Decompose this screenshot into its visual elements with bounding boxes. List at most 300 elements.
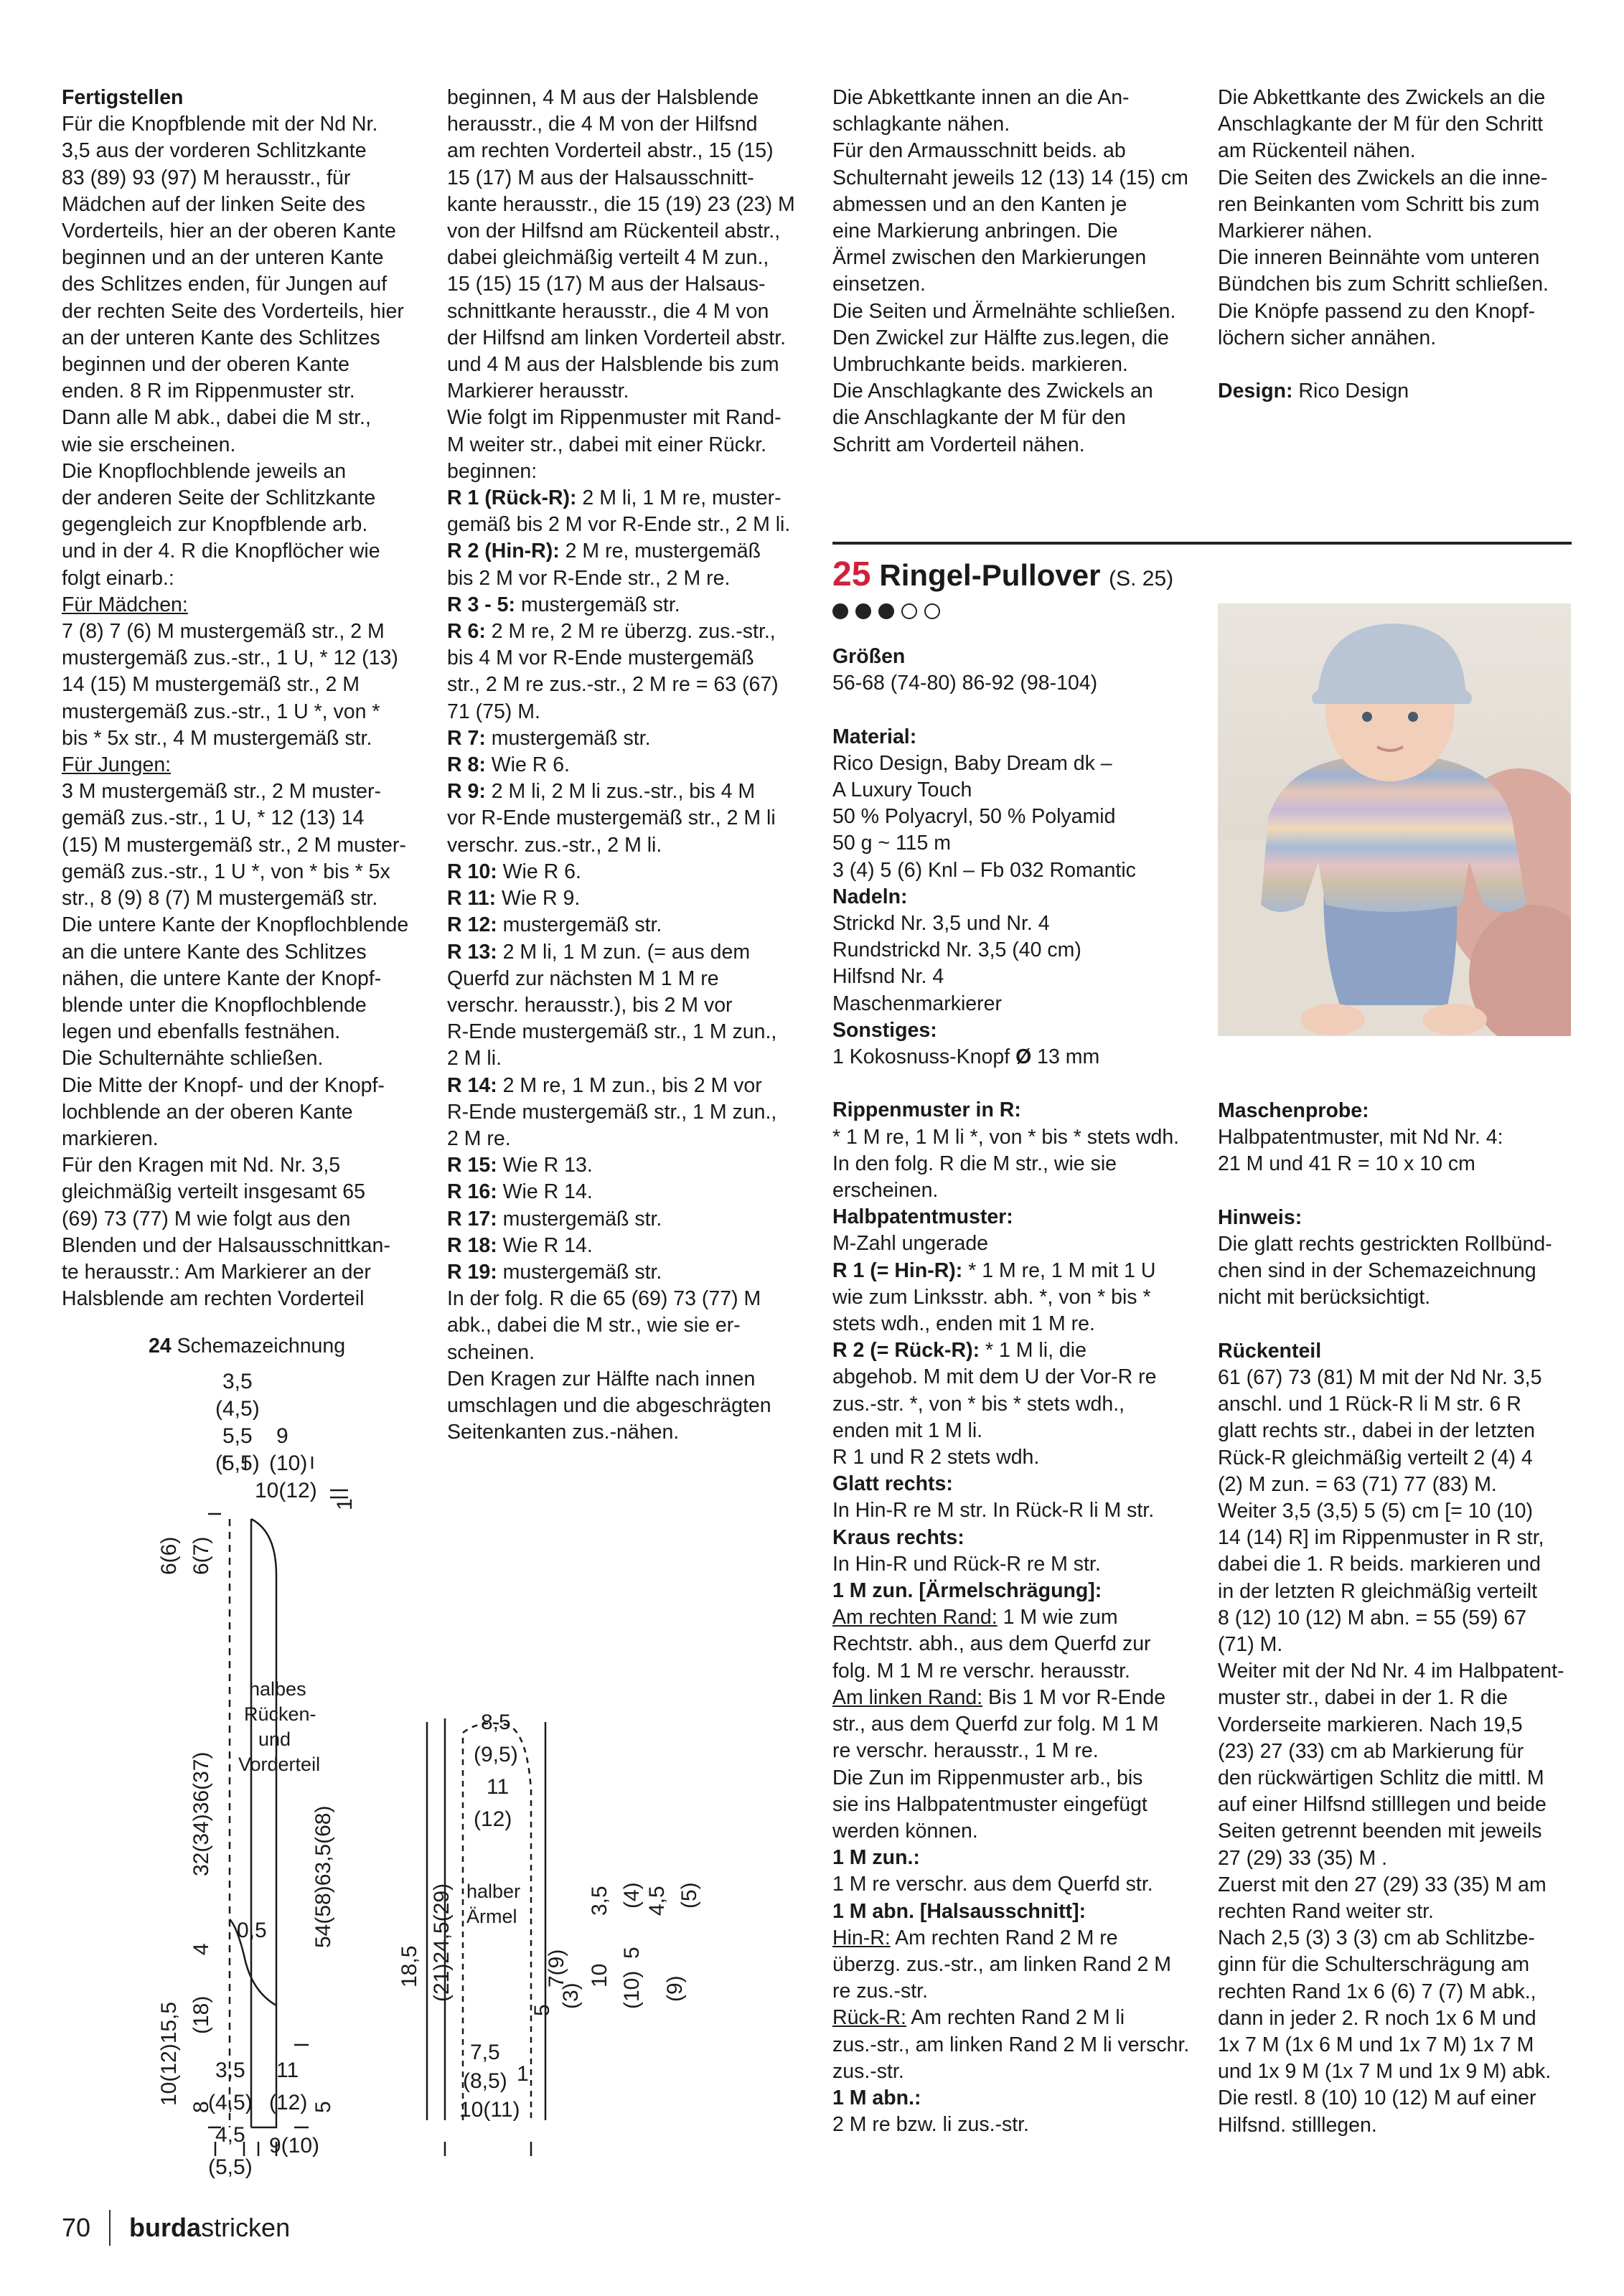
line-text: Weiter mit der Nd Nr. 4 im Halbpatent- <box>1218 1660 1564 1683</box>
line-text: muster str., dabei in der 1. R die <box>1218 1686 1508 1710</box>
line-text: Rechtstr. abh., aus dem Querfd zur <box>832 1632 1151 1656</box>
text-line <box>62 378 399 405</box>
text-line <box>62 966 399 992</box>
text-column-3 <box>832 85 1191 458</box>
line-text: Halsblende am rechten Vorderteil <box>62 1287 365 1311</box>
text-line <box>832 1151 1189 1177</box>
line-text: glatt rechts str., dabei in der letzten <box>1218 1419 1535 1443</box>
text-line <box>832 138 1191 164</box>
line-text: A Luxury Touch <box>832 778 972 801</box>
text-line <box>1218 1098 1564 1124</box>
line-text: 1 M zun.: <box>832 1846 920 1870</box>
line-text: überzg. zus.-str., am linken Rand 2 M <box>832 1952 1172 1976</box>
text-line <box>1218 298 1577 325</box>
line-text: Sonstiges: <box>832 1018 937 1042</box>
sleeve-right-9: 5 <box>620 1947 644 1959</box>
line-text: Die Abkettkante innen an die An- <box>832 86 1130 109</box>
line-text: der anderen Seite der Schlitzkante <box>62 486 376 510</box>
text-line <box>447 805 799 832</box>
line-text: 2 M re, 1 M zun., bis 2 M vor <box>497 1073 762 1097</box>
text-line <box>1218 1578 1564 1605</box>
text-line <box>832 1097 1189 1124</box>
line-text: des Schlitzes enden, für Jungen auf <box>62 273 388 296</box>
line-text: gemäß zus.-str., 1 U *, von * bis * 5x <box>62 860 390 883</box>
line-text: 2 M re, mustergemäß <box>559 540 761 563</box>
schema-top-label-2: (4,5) <box>215 1397 260 1421</box>
line-text: erscheinen. <box>832 1179 939 1203</box>
line-text: beginnen: <box>447 459 538 483</box>
text-line <box>832 991 1189 1017</box>
line-text: Die Knöpfe passend zu den Knopf- <box>1218 299 1536 323</box>
schema-top-label-3: 5,5 <box>222 1424 253 1448</box>
line-text: M weiter str., dabei mit einer Rückr. <box>447 433 767 456</box>
line-text: Maschenmarkierer <box>832 992 1002 1015</box>
line-keyword: R 15: <box>447 1154 497 1177</box>
line-text: Material: <box>832 725 917 748</box>
line-text: 61 (67) 73 (81) M mit der Nd Nr. 3,5 <box>1218 1366 1542 1389</box>
spacer <box>832 697 1189 723</box>
line-text: Am rechten Rand 2 M li <box>906 2006 1125 2030</box>
text-line <box>447 618 799 645</box>
text-line <box>447 1259 799 1286</box>
line-text: anschl. und 1 Rück-R li M str. 6 R <box>1218 1393 1521 1416</box>
schema-right-label-1: 54(58)63,5(68) <box>311 1805 335 1948</box>
line-text: bis 2 M vor R-Ende str., 2 M re. <box>447 566 731 590</box>
line-text: ginn für die Schulterschrägung am <box>1218 1953 1530 1977</box>
schema-sleeve-bottom-3: 1 <box>517 2062 529 2086</box>
line-text: herausstr., die 4 M von der Hilfsnd <box>447 113 758 136</box>
line-text: mustergemäß str. <box>497 1260 662 1284</box>
text-line <box>62 1286 399 1312</box>
line-text: Den Kragen zur Hälfte nach innen <box>447 1367 756 1391</box>
line-text: Die Schulternähte schließen. <box>62 1047 324 1071</box>
text-line <box>1218 2059 1564 2085</box>
text-line <box>1218 218 1577 245</box>
text-line <box>447 778 799 805</box>
text-line <box>62 298 404 325</box>
line-keyword: R 11: <box>447 887 497 911</box>
text-line <box>1218 271 1577 298</box>
text-line <box>832 1578 1189 1604</box>
line-text: Wie R 9. <box>496 887 581 911</box>
line-text: Schulternaht jeweils 12 (13) 14 (15) cm <box>832 166 1188 189</box>
text-line <box>832 271 1191 298</box>
text-column-4 <box>1218 85 1577 405</box>
line-text: nähen, die untere Kante der Knopf- <box>62 966 382 990</box>
text-line <box>62 725 399 752</box>
line-text: str., 2 M re zus.-str., 2 M re = 63 (67) <box>447 673 779 697</box>
text-line <box>62 672 399 698</box>
line-text: re zus.-str. <box>832 1980 929 2003</box>
text-line <box>62 699 399 725</box>
text-line <box>447 298 799 325</box>
line-text: 8 (12) 10 (12) M abn. = 55 (59) 67 <box>1218 1606 1527 1629</box>
line-text: und 1x 9 M (1x 7 M und 1x 9 M) abk. <box>1218 2060 1552 2084</box>
line-text: dabei gleichmäßig verteilt 4 M zun., <box>447 246 769 270</box>
text-line <box>62 1019 399 1045</box>
sleeve-top-1: 8,5 <box>481 1711 511 1734</box>
text-line <box>832 352 1191 378</box>
line-text: zus.-str. <box>832 2059 904 2083</box>
text-line <box>62 325 399 352</box>
line-text: Die Knopflochblende jeweils an <box>62 459 347 483</box>
line-text: R-Ende mustergemäß str., 1 M zun., <box>447 1100 777 1124</box>
line-text: Am rechten Rand 2 M re <box>890 1926 1118 1949</box>
line-text: von der Hilfsnd am Rückenteil abstr., <box>447 220 781 243</box>
line-text: Seiten getrennt beenden mit jeweils <box>1218 1820 1542 1843</box>
line-text: 2 M li, 2 M li zus.-str., bis 4 M <box>485 780 756 804</box>
line-text: wie sie erscheinen. <box>62 433 236 456</box>
text-line <box>447 192 799 218</box>
line-prefix: 1 Kokosnuss-Knopf <box>832 1045 1016 1069</box>
text-line <box>447 512 799 538</box>
text-line <box>447 966 799 992</box>
line-text: (2) M zun. = 63 (71) 77 (83) M. <box>1218 1472 1497 1496</box>
line-text: Für Jungen: <box>62 753 172 777</box>
text-line <box>447 1312 799 1339</box>
section-rule <box>832 542 1572 545</box>
instructions-column <box>1218 1098 1564 2139</box>
text-line <box>62 1099 399 1126</box>
text-line <box>62 1259 399 1286</box>
sleeve-right-2: (4) <box>620 1882 644 1909</box>
line-text: 83 (89) 93 (97) M herausstr., für <box>62 166 351 189</box>
text-line <box>447 859 799 885</box>
sleeve-left-2: (21)24,5(29) <box>430 1883 454 2002</box>
text-line <box>1218 1498 1564 1525</box>
line-text: bis * 5x str., 4 M mustergemäß str. <box>62 726 372 750</box>
line-text: Größen <box>832 645 906 668</box>
line-text: schlagkante nähen. <box>832 113 1010 136</box>
text-line <box>1218 2032 1564 2059</box>
line-text: 3 (4) 5 (6) Knl – Fb 032 Romantic <box>832 858 1136 882</box>
text-line <box>1218 378 1577 405</box>
schema-caption <box>149 1335 345 1358</box>
line-text: Markierer herausstr. <box>447 380 629 403</box>
page-footer <box>62 2210 290 2246</box>
line-keyword: R 18: <box>447 1233 497 1257</box>
line-text: beginnen und an der unteren Kante <box>62 246 384 270</box>
text-line <box>62 1126 399 1152</box>
text-line <box>832 830 1189 857</box>
text-line <box>62 1045 399 1072</box>
text-line <box>62 485 399 512</box>
line-text: 50 % Polyacryl, 50 % Polyamid <box>832 805 1116 829</box>
line-text: Schritt am Vorderteil nähen. <box>832 433 1085 456</box>
text-line <box>447 138 799 164</box>
line-text: 3 M mustergemäß str., 2 M muster- <box>62 780 382 804</box>
text-line <box>1218 1445 1564 1472</box>
line-text: Rück-R gleichmäßig verteilt 2 (4) 4 <box>1218 1446 1533 1469</box>
text-line <box>1218 1151 1564 1177</box>
line-text: auf einer Hilfsnd stilllegen und beide <box>1218 1793 1546 1817</box>
text-line <box>447 165 799 192</box>
line-text: In den folg. R die M str., wie sie <box>832 1152 1117 1175</box>
text-line <box>1218 85 1577 111</box>
line-underlined: Hin-R: <box>832 1926 891 1949</box>
text-line <box>832 1044 1189 1071</box>
text-line <box>1218 1418 1564 1444</box>
sleeve-left-1: 18,5 <box>398 1945 421 1987</box>
schema-top-label-5: (5,5) <box>215 1452 260 1475</box>
line-text: re verschr. herausstr., 1 M re. <box>832 1739 1099 1763</box>
line-text: markieren. <box>62 1126 159 1150</box>
line-text: lochblende an der oberen Kante <box>62 1100 353 1124</box>
schema-top-label-1: 3,5 <box>222 1370 253 1393</box>
text-line <box>832 751 1189 777</box>
text-line <box>832 192 1191 218</box>
line-text: 21 M und 41 R = 10 x 10 cm <box>1218 1152 1475 1176</box>
line-text: (69) 73 (77) M wie folgt aus den <box>62 1207 351 1231</box>
line-keyword: R 16: <box>447 1180 497 1204</box>
line-text: wie zum Linksstr. abh. *, von * bis * <box>832 1285 1151 1309</box>
text-line <box>832 1952 1189 1978</box>
text-line <box>62 352 399 378</box>
text-line <box>62 992 399 1019</box>
line-text: Wie R 14. <box>497 1233 593 1257</box>
line-keyword: R 6: <box>447 620 486 644</box>
line-text: den rückwärtigen Schlitz die mittl. M <box>1218 1766 1544 1790</box>
line-text: abk., dabei die M str., wie sie er- <box>447 1314 741 1337</box>
line-text: Wie folgt im Rippenmuster mit Rand- <box>447 406 782 430</box>
line-text: 1 M abn.: <box>832 2086 921 2109</box>
text-line <box>832 964 1189 990</box>
text-line <box>832 432 1191 458</box>
text-line <box>832 911 1189 937</box>
line-keyword: Design: <box>1218 380 1293 403</box>
line-text: 71 (75) M. <box>447 700 540 723</box>
line-text: dabei die 1. R beids. markieren und <box>1218 1553 1541 1576</box>
text-line <box>832 378 1191 405</box>
sleeve-right-4: (5) <box>677 1882 701 1909</box>
text-line <box>832 85 1191 111</box>
text-line <box>447 752 799 778</box>
text-line <box>62 245 399 271</box>
line-text: gemäß bis 2 M vor R-Ende str., 2 M li. <box>447 513 791 537</box>
text-line <box>832 1711 1189 1738</box>
line-text: Ärmel zwischen den Markierungen <box>832 246 1147 270</box>
footer-divider <box>109 2210 111 2246</box>
line-text: Maschenprobe: <box>1218 1099 1369 1122</box>
sleeve-right-6: 10 <box>588 1963 611 1987</box>
line-text: Nach 2,5 (3) 3 (3) cm ab Schlitzbe- <box>1218 1926 1535 1950</box>
line-text: 15 (17) M aus der Halsausschnitt- <box>447 166 754 189</box>
text-line <box>1218 111 1577 138</box>
line-text: Hilfsnd Nr. 4 <box>832 965 944 989</box>
line-text: folg. M 1 M re verschr. herausstr. <box>832 1659 1130 1683</box>
schema-left-label-7: 8 <box>189 2101 213 2113</box>
schema-sleeve-label-2: Ärmel <box>466 1906 517 1927</box>
line-text: 2 M re bzw. li zus.-str. <box>832 2113 1029 2137</box>
text-line <box>832 804 1189 830</box>
line-text: Dann alle M abk., dabei die M str., <box>62 406 371 430</box>
text-line <box>62 805 399 832</box>
text-line <box>62 752 399 778</box>
line-text: 2 M re. <box>447 1126 511 1150</box>
text-line <box>1218 1765 1564 1792</box>
text-line <box>832 1337 1189 1364</box>
text-line <box>1218 138 1577 164</box>
text-line <box>447 1286 799 1312</box>
line-text: Für den Kragen mit Nd. Nr. 3,5 <box>62 1154 341 1177</box>
sleeve-right-11: 5 <box>530 2004 554 2016</box>
text-line <box>62 512 399 538</box>
text-line <box>1218 1338 1564 1365</box>
difficulty-rating <box>832 603 940 619</box>
text-line <box>1218 325 1577 352</box>
line-text: 3,5 aus der vorderen Schlitzkante <box>62 139 367 163</box>
schema-left-label-1: 6(6) <box>157 1536 181 1575</box>
line-keyword: R 19: <box>447 1260 497 1284</box>
line-text: Die inneren Beinnähte vom unteren <box>1218 246 1540 270</box>
text-line <box>1218 1845 1564 1872</box>
schema-left-label-3: 32(34)36(37) <box>189 1751 213 1876</box>
schema-bottom-5-5: (5,5) <box>208 2155 253 2179</box>
text-line <box>447 645 799 672</box>
schema-sleeve-bottom-2: (8,5) <box>463 2069 507 2093</box>
text-line <box>1218 1258 1564 1284</box>
line-underlined: Rück-R: <box>832 2006 906 2030</box>
line-text: 15 (15) 15 (17) M aus der Halsaus- <box>447 273 766 296</box>
line-text: * 1 M re, 1 M li *, von * bis * stets wdh. <box>832 1125 1180 1149</box>
line-text: enden mit 1 M li. <box>832 1418 983 1442</box>
text-line <box>447 885 799 912</box>
line-text: 1 M zun. [Ärmelschrägung]: <box>832 1579 1102 1603</box>
text-line <box>447 699 799 725</box>
line-text: mustergemäß zus.-str., 1 U *, von * <box>62 700 380 723</box>
line-text: werden können. <box>832 1819 978 1843</box>
text-line <box>832 1177 1189 1204</box>
text-line <box>1218 1391 1564 1418</box>
line-text: legen und ebenfalls festnähen. <box>62 1020 341 1044</box>
line-text: Blenden und der Halsausschnittkan- <box>62 1233 390 1257</box>
line-text: Umbruchkante beids. markieren. <box>832 353 1128 377</box>
text-line <box>832 1818 1189 1845</box>
line-text: Rippenmuster in R: <box>832 1098 1021 1122</box>
text-line <box>832 245 1191 271</box>
line-text: 1 M wie zum <box>997 1606 1118 1629</box>
schema-bottom-4-5: 4,5 <box>215 2123 245 2147</box>
line-text: eine Markierung anbringen. Die <box>832 220 1118 243</box>
sleeve-right-1: 3,5 <box>588 1886 611 1916</box>
text-line <box>1218 1979 1564 2005</box>
line-text: Zuerst mit den 27 (29) 33 (35) M am <box>1218 1873 1546 1896</box>
line-text: (23) 27 (33) cm ab Markierung für <box>1218 1739 1524 1763</box>
text-line <box>1218 1205 1564 1231</box>
text-line <box>447 352 799 378</box>
sleeve-right-5: 7(9) <box>545 1949 568 1987</box>
line-text: Strickd Nr. 3,5 und Nr. 4 <box>832 912 1050 936</box>
schema-bottom-3-5: 3,5 <box>215 2059 245 2082</box>
line-text: in der letzten R gleichmäßig verteilt <box>1218 1579 1538 1603</box>
text-line <box>832 1899 1189 1925</box>
line-text: str., 8 (9) 8 (7) M mustergemäß str. <box>62 887 378 911</box>
line-keyword: R 17: <box>447 1207 497 1231</box>
line-text: 27 (29) 33 (35) M . <box>1218 1846 1388 1870</box>
line-text: der rechten Seite des Vorderteils, hier <box>62 299 404 323</box>
line-text: sie ins Halbpatentmuster eingefügt <box>832 1792 1147 1816</box>
spacer <box>1218 1178 1564 1205</box>
line-text: mustergemäß zus.-str., 1 U, * 12 (13) <box>62 646 398 670</box>
line-text: M-Zahl ungerade <box>832 1232 989 1256</box>
line-text: mustergemäß str. <box>497 913 662 937</box>
text-line <box>447 672 799 698</box>
line-text: mustergemäß str. <box>485 726 651 750</box>
line-text: Für den Armausschnitt beids. ab <box>832 139 1126 163</box>
line-text: und 4 M aus der Halsblende bis zum <box>447 353 779 377</box>
line-text: verschr. zus.-str., 2 M li. <box>447 833 662 857</box>
schema-top-label-4: 9 <box>276 1424 288 1448</box>
line-keyword: R 9: <box>447 780 486 804</box>
spacer <box>1218 352 1577 378</box>
text-line <box>1218 1899 1564 1925</box>
text-line <box>62 192 399 218</box>
line-text: Die restl. 8 (10) 10 (12) M auf einer <box>1218 2086 1536 2110</box>
line-text: In Hin-R und Rück-R re M str. <box>832 1552 1101 1576</box>
materials-column <box>832 644 1189 2138</box>
schema-left-label-4: 10(12)15,5 <box>157 2001 181 2106</box>
section-page-ref: (S. 25) <box>1109 567 1174 591</box>
text-line <box>447 271 799 298</box>
schema-sleeve-label-1: halber <box>466 1881 521 1902</box>
text-line <box>832 2005 1189 2031</box>
schema-sleeve-bottom-4: 10(11) <box>459 2098 520 2122</box>
text-line <box>62 645 399 672</box>
line-text: gemäß zus.-str., 1 U, * 12 (13) 14 <box>62 806 365 830</box>
line-text: te herausstr.: Am Markierer an der <box>62 1260 371 1284</box>
text-line <box>447 458 799 485</box>
line-keyword: Ø <box>1015 1045 1032 1069</box>
text-line <box>1218 1284 1564 1311</box>
baby-photo <box>1218 603 1571 1036</box>
line-text: * 1 M li, die <box>980 1339 1086 1363</box>
text-line <box>447 1099 799 1126</box>
magazine-brand <box>129 2213 290 2243</box>
schema-left-label-2: 6(7) <box>189 1536 213 1575</box>
line-text: Hilfsnd. stilllegen. <box>1218 2113 1377 2137</box>
line-text: vor R-Ende mustergemäß str., 2 M li <box>447 806 776 830</box>
line-keyword: R 8: <box>447 753 486 777</box>
line-text: mustergemäß str. <box>515 593 680 616</box>
sleeve-top-3: 11 <box>487 1775 510 1799</box>
text-line <box>447 592 799 618</box>
text-line <box>447 218 799 245</box>
line-text: rechten Rand weiter str. <box>1218 1900 1434 1924</box>
line-text: Fertigstellen <box>62 86 184 109</box>
text-line <box>1218 1658 1564 1685</box>
schema-bottom-11: 11 <box>276 2059 299 2082</box>
line-text: Halbpatentmuster: <box>832 1205 1013 1229</box>
text-line <box>447 1126 799 1152</box>
schema-bottom-4-5-paren: (4,5) <box>208 2091 253 2114</box>
line-text: chen sind in der Schemazeichnung <box>1218 1259 1536 1283</box>
text-line <box>447 245 799 271</box>
line-text: Für Mädchen: <box>62 593 188 616</box>
filled-dot-icon <box>878 603 894 619</box>
line-text: Die Zun im Rippenmuster arb., bis <box>832 1766 1143 1789</box>
line-text: scheinen. <box>447 1340 535 1364</box>
text-line <box>447 1152 799 1179</box>
line-text: beginnen und der oberen Kante <box>62 353 349 377</box>
line-text: Wie R 6. <box>485 753 571 777</box>
text-line <box>832 1631 1189 1657</box>
line-text: abgehob. M mit dem U der Vor-R re <box>832 1365 1157 1389</box>
text-column-1 <box>62 85 409 1312</box>
line-text: mustergemäß str. <box>497 1207 662 1231</box>
schema-bottom-label-1: 9(10) <box>269 2134 320 2158</box>
text-line <box>62 912 409 938</box>
text-line <box>447 325 799 352</box>
